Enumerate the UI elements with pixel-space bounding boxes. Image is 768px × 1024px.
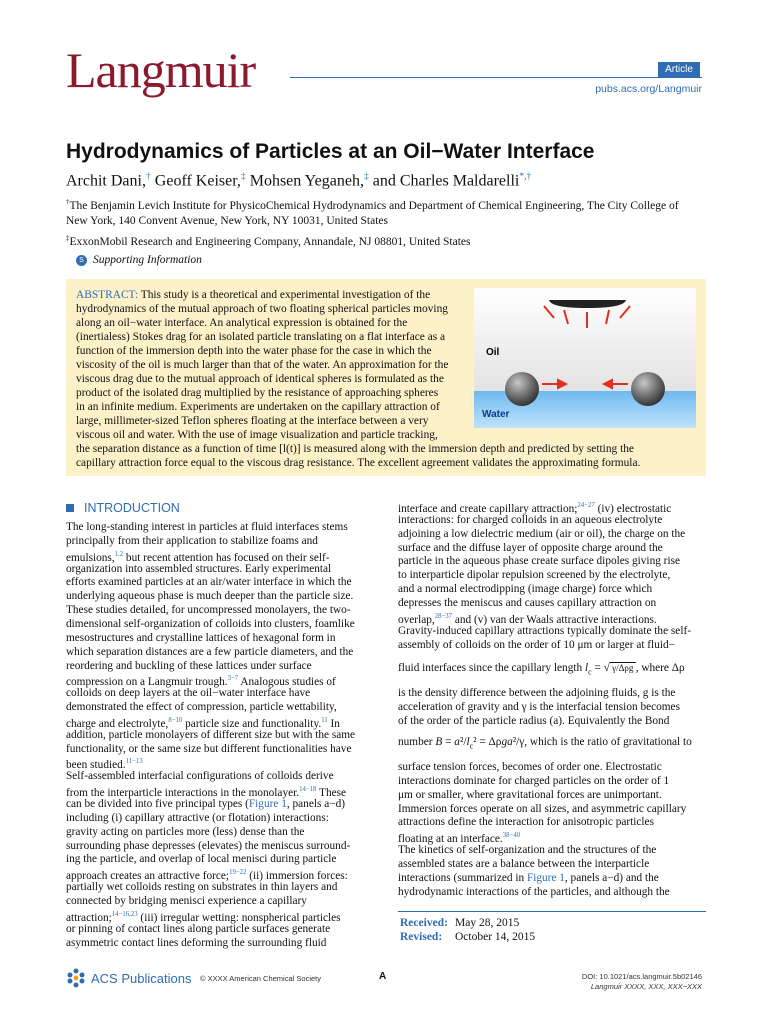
copyright-notice: © XXXX American Chemical Society	[200, 974, 321, 983]
text-line: of the order of the particle radius (a). Equivalently the Bond	[398, 714, 670, 727]
journal-logo: Langmuir	[66, 42, 256, 98]
figure-link[interactable]: Figure 1	[248, 798, 287, 810]
reference-link[interactable]: 11	[321, 716, 328, 724]
received-date: May 28, 2015	[455, 917, 520, 929]
publisher-name: ACS Publications	[91, 970, 192, 986]
journal-url-link[interactable]: pubs.acs.org/Langmuir	[595, 83, 702, 95]
text-line: The long-standing interest in particles at fluid interfaces stems	[66, 521, 348, 533]
text-line: can be divided into five principal types (Figure 1, panels a−d)	[66, 798, 345, 810]
doi-citation	[530, 972, 702, 992]
abstract-line: viscous drag due to the mutual approach of identical spheres is formulated as the	[76, 373, 444, 385]
reference-link[interactable]: 24−27	[577, 502, 595, 509]
abstract-line: viscosity of the oil is much larger than that of the water. An approximation for the	[76, 359, 449, 371]
abstract-line: along an oil−water interface. An analytical expression is obtained for the	[76, 317, 408, 329]
text-line: gravity acting on particles more (less) dense than the	[66, 825, 305, 838]
affiliation-line: New York, 140 Convent Avenue, New York, NY 10031, United States	[66, 214, 388, 227]
text-line: and a normal electrodipping (image charge) force which	[398, 583, 653, 596]
article-type-badge: Article	[658, 62, 700, 77]
reference-link[interactable]: 3−7	[227, 675, 239, 683]
text-line: floating at an interface.$^{38-40}$	[398, 832, 521, 846]
author-name: Mohsen Yeganeh,	[249, 172, 364, 190]
abstract-line: (inertialess) Stokes drag for an isolated particle translating on a flat interface as a	[76, 331, 446, 343]
text-line: Gravity-induced capillary attractions typically dominate the self-	[398, 624, 691, 637]
text-line: is the density difference between the adjoining fluids, g is the	[398, 687, 676, 699]
abstract-line: hydrodynamics of the mutual approach of two floating spherical particles moving	[76, 303, 448, 315]
text-line: mesostructures and crystalline lattices of hexagonal form in	[66, 631, 336, 644]
abstract-line: function of the immersion depth into the water phase for the case in which the	[76, 345, 432, 357]
citation-text: Langmuir XXXX, XXX, XXX−XXX	[590, 982, 702, 991]
text-line: been studied.$^{11-13}$	[66, 758, 143, 772]
header-rule	[290, 77, 702, 78]
capillary-length-line: fluid interfaces since the capillary length $l_c$ = √ γ/Δρg , where Δρ	[398, 662, 685, 677]
reference-link[interactable]: 28−37	[434, 612, 453, 620]
section-marker-icon	[66, 504, 74, 512]
affiliation-1	[66, 195, 706, 229]
abstract-line: capillary attraction force equal to the viscous drag resistance. The excellent agreement validates the approximating formula.	[76, 457, 641, 469]
supporting-info-label: Supporting Information	[93, 254, 202, 266]
reference-link[interactable]: 14−16,23	[111, 910, 138, 918]
acs-hexagon-icon	[66, 968, 86, 988]
affiliation-line: †The Benjamin Levich Institute for PhysicoChemical Hydrodynamics and Department of Chemical Engineering, The City College of	[66, 199, 679, 212]
bond-number-formula: $B = a^2/l_c^2 = \Delta\rho ga^2/\gamma$	[435, 736, 525, 751]
page-number: A	[379, 971, 387, 982]
text-line: principally from their application to stabilize foams and	[66, 534, 318, 547]
text-line: The kinetics of self-organization and the structures of the	[398, 844, 657, 857]
author-affiliation-mark: *,†	[519, 171, 532, 182]
author-name: and Charles Maldarelli	[372, 172, 520, 190]
text-line: surface and the diffuse layer of opposite charge around the	[398, 541, 663, 554]
reference-link[interactable]: 38−40	[502, 832, 521, 840]
reference-link[interactable]: 19−22	[229, 869, 247, 877]
affiliation-mark: †	[66, 199, 70, 206]
text-line: interactions (summarized in Figure 1, panels a−d) and the	[398, 871, 659, 884]
text-line: partially wet colloids resting on substrates in thin layers and	[66, 881, 338, 894]
abstract-line: ABSTRACT: This study is a theoretical and experimental investigation of the	[76, 289, 431, 301]
text-line: organization into assembled structures. Early experimental	[66, 562, 332, 575]
affiliation-line: ‡ExxonMobil Research and Engineering Company, Annandale, NJ 08801, United States	[66, 235, 471, 248]
capillary-length-formula: $l_c$ = √ γ/Δρg	[584, 662, 636, 677]
particle-right	[631, 372, 665, 406]
text-line: μm or smaller, where gravitational forces are unimportant.	[398, 788, 662, 801]
text-line: Self-assembled interfacial configurations of colloids derive	[66, 770, 334, 783]
text-line: connected by bridging menisci experience a capillary	[66, 894, 307, 907]
abstract-line: in an infinite medium. Experiments are undertaken on the capillary attraction of	[76, 401, 440, 413]
text-line: to interparticle dipolar repulsion screened by the electrolyte,	[398, 569, 671, 582]
reference-link[interactable]: 1,2	[114, 550, 124, 558]
text-line: approach creates an attractive force;$^{19-22}$ (ii) immersion forces:	[66, 869, 348, 883]
text-line: attractions define the interaction for anisotropic particles	[398, 816, 654, 829]
text-line: demonstrated the effect of compression, particle wettability,	[66, 701, 337, 714]
text-line: adjoining a low dielectric medium (air or oil), the charge on the	[398, 527, 686, 540]
text-line: from the interparticle interactions in the monolayer.$^{14-18}$ These	[66, 786, 347, 799]
text-line: underlying aqueous phase is much deeper than the particle size.	[66, 590, 354, 603]
received-label: Received:	[400, 917, 448, 929]
revised-label: Revised:	[400, 931, 443, 943]
abstract-line: large, millimeter-sized Teflon spheres floating at the interface between a very	[76, 415, 429, 427]
text-line: compression on a Langmuir trough.$^{3-7}$ Analogous studies of	[66, 675, 336, 689]
author-affiliation-mark: †	[145, 171, 151, 182]
affiliation-mark: ‡	[66, 235, 70, 242]
text-line: including (i) capillary attractive (or flotation) interactions:	[66, 811, 329, 824]
revised-date: October 14, 2015	[455, 931, 536, 943]
text-line: which separation distances are a few particle diameters, and the	[66, 645, 354, 658]
author-affiliation-mark: ‡	[240, 171, 246, 182]
author-name: Archit Dani,	[66, 172, 146, 190]
text-line: particle in the aqueous phase create surface dipoles giving rise	[398, 555, 680, 568]
paper-title: Hydrodynamics of Particles at an Oil−Water Interface	[66, 140, 595, 163]
text-line: asymmetric contact lines deforming the surrounding fluid	[66, 936, 327, 949]
affiliation-2	[66, 231, 706, 250]
author-list	[66, 166, 531, 192]
text-line: interface and create capillary attraction;$^{24-27}$ (iv) electrostatic	[398, 502, 672, 515]
text-line: assembled states are a balance between the interparticle	[398, 857, 650, 870]
text-line: surrounding phase depresses (elevates) the meniscus surround-	[66, 839, 351, 852]
oil-label: Oil	[486, 347, 500, 358]
text-line: overlap,$^{28-37}$ and (v) van der Waals attractive interactions.	[398, 612, 657, 626]
text-line: reordering and buckling of these lattices under surface	[66, 659, 312, 672]
text-line: ing the particle, and overlap of local menisci during particle	[66, 853, 337, 866]
text-line: addition, particle monolayers of different size but with the same	[66, 728, 356, 741]
text-line: emulsions,$^{1,2}$ but recent attention has focused on their self-	[66, 550, 330, 564]
abstract-label: ABSTRACT:	[76, 289, 139, 301]
author-affiliation-mark: ‡	[363, 171, 369, 182]
text-line: These studies detailed, for uncompressed monolayers, the two-	[66, 604, 351, 617]
text-line: efforts examined particles at an air/water interface in which the	[66, 576, 352, 589]
text-line: depresses the meniscus and causes capillary attraction on	[398, 596, 657, 609]
author-name: Geoff Keiser,	[154, 172, 241, 190]
text-line: or pinning of contact lines along particle surfaces generate	[66, 922, 331, 935]
text-line: functionality, or the same size but different functionalities have	[66, 742, 352, 755]
text-line: acceleration of gravity and γ is the interfacial tension becomes	[398, 700, 680, 713]
abstract-line: the separation distance as a function of time [l(t)] is measured along with the immersion depth and predicted by setting the	[76, 443, 634, 455]
toc-graphic	[474, 288, 696, 428]
abstract-line: product of the isolated drag multiplied by the resistance of approaching spheres	[76, 387, 439, 399]
acs-publications-logo	[66, 968, 191, 988]
figure-link[interactable]: Figure 1	[526, 871, 565, 884]
bond-number-line: number $B = a^2/l_c^2 = \Delta\rho ga^2/\gamma$, which is the ratio of gravitational to	[398, 736, 692, 751]
reference-link[interactable]: 11−13	[125, 758, 143, 766]
text-line: dimensional self-organization of colloids into clusters, foamlike	[66, 617, 355, 630]
introduction-heading-label: INTRODUCTION	[84, 501, 180, 515]
text-line: interactions: for charged colloids in an aqueous electrolyte	[398, 513, 663, 526]
dates-rule	[398, 911, 706, 912]
water-label: Water	[482, 409, 510, 420]
reference-link[interactable]: 14−18	[299, 786, 317, 794]
text-line: interactions dominate for charged particles on the order of 1	[398, 774, 670, 787]
text-line: colloids on deep layers at the oil−water interface have	[66, 687, 311, 700]
text-line: attraction;$^{14-16,23}$ (iii) irregular wetting: nonspherical particles	[66, 910, 341, 924]
reference-link[interactable]: 8−10	[168, 716, 183, 724]
supporting-information-link[interactable]	[76, 254, 202, 266]
text-line: hydrodynamic interactions of the particles, and although the	[398, 885, 670, 898]
text-line: Immersion forces operate on all sizes, and asymmetric capillary	[398, 802, 687, 815]
text-line: assembly of colloids on the order of 10 μm or larger at fluid−	[398, 638, 676, 651]
text-line: charge and electrolyte,$^{8-10}$ particle size and functionality.$^{11}$ In	[66, 716, 340, 730]
doi-link[interactable]: DOI: 10.1021/acs.langmuir.5b02146	[581, 972, 702, 981]
supporting-info-icon: S	[76, 255, 87, 266]
abstract-line: viscous oil and water. With the use of image visualization and particle tracking,	[76, 429, 438, 441]
introduction-heading	[66, 501, 180, 515]
particle-left	[505, 372, 539, 406]
text-line: surface tension forces, becomes of order one. Electrostatic	[398, 761, 662, 773]
